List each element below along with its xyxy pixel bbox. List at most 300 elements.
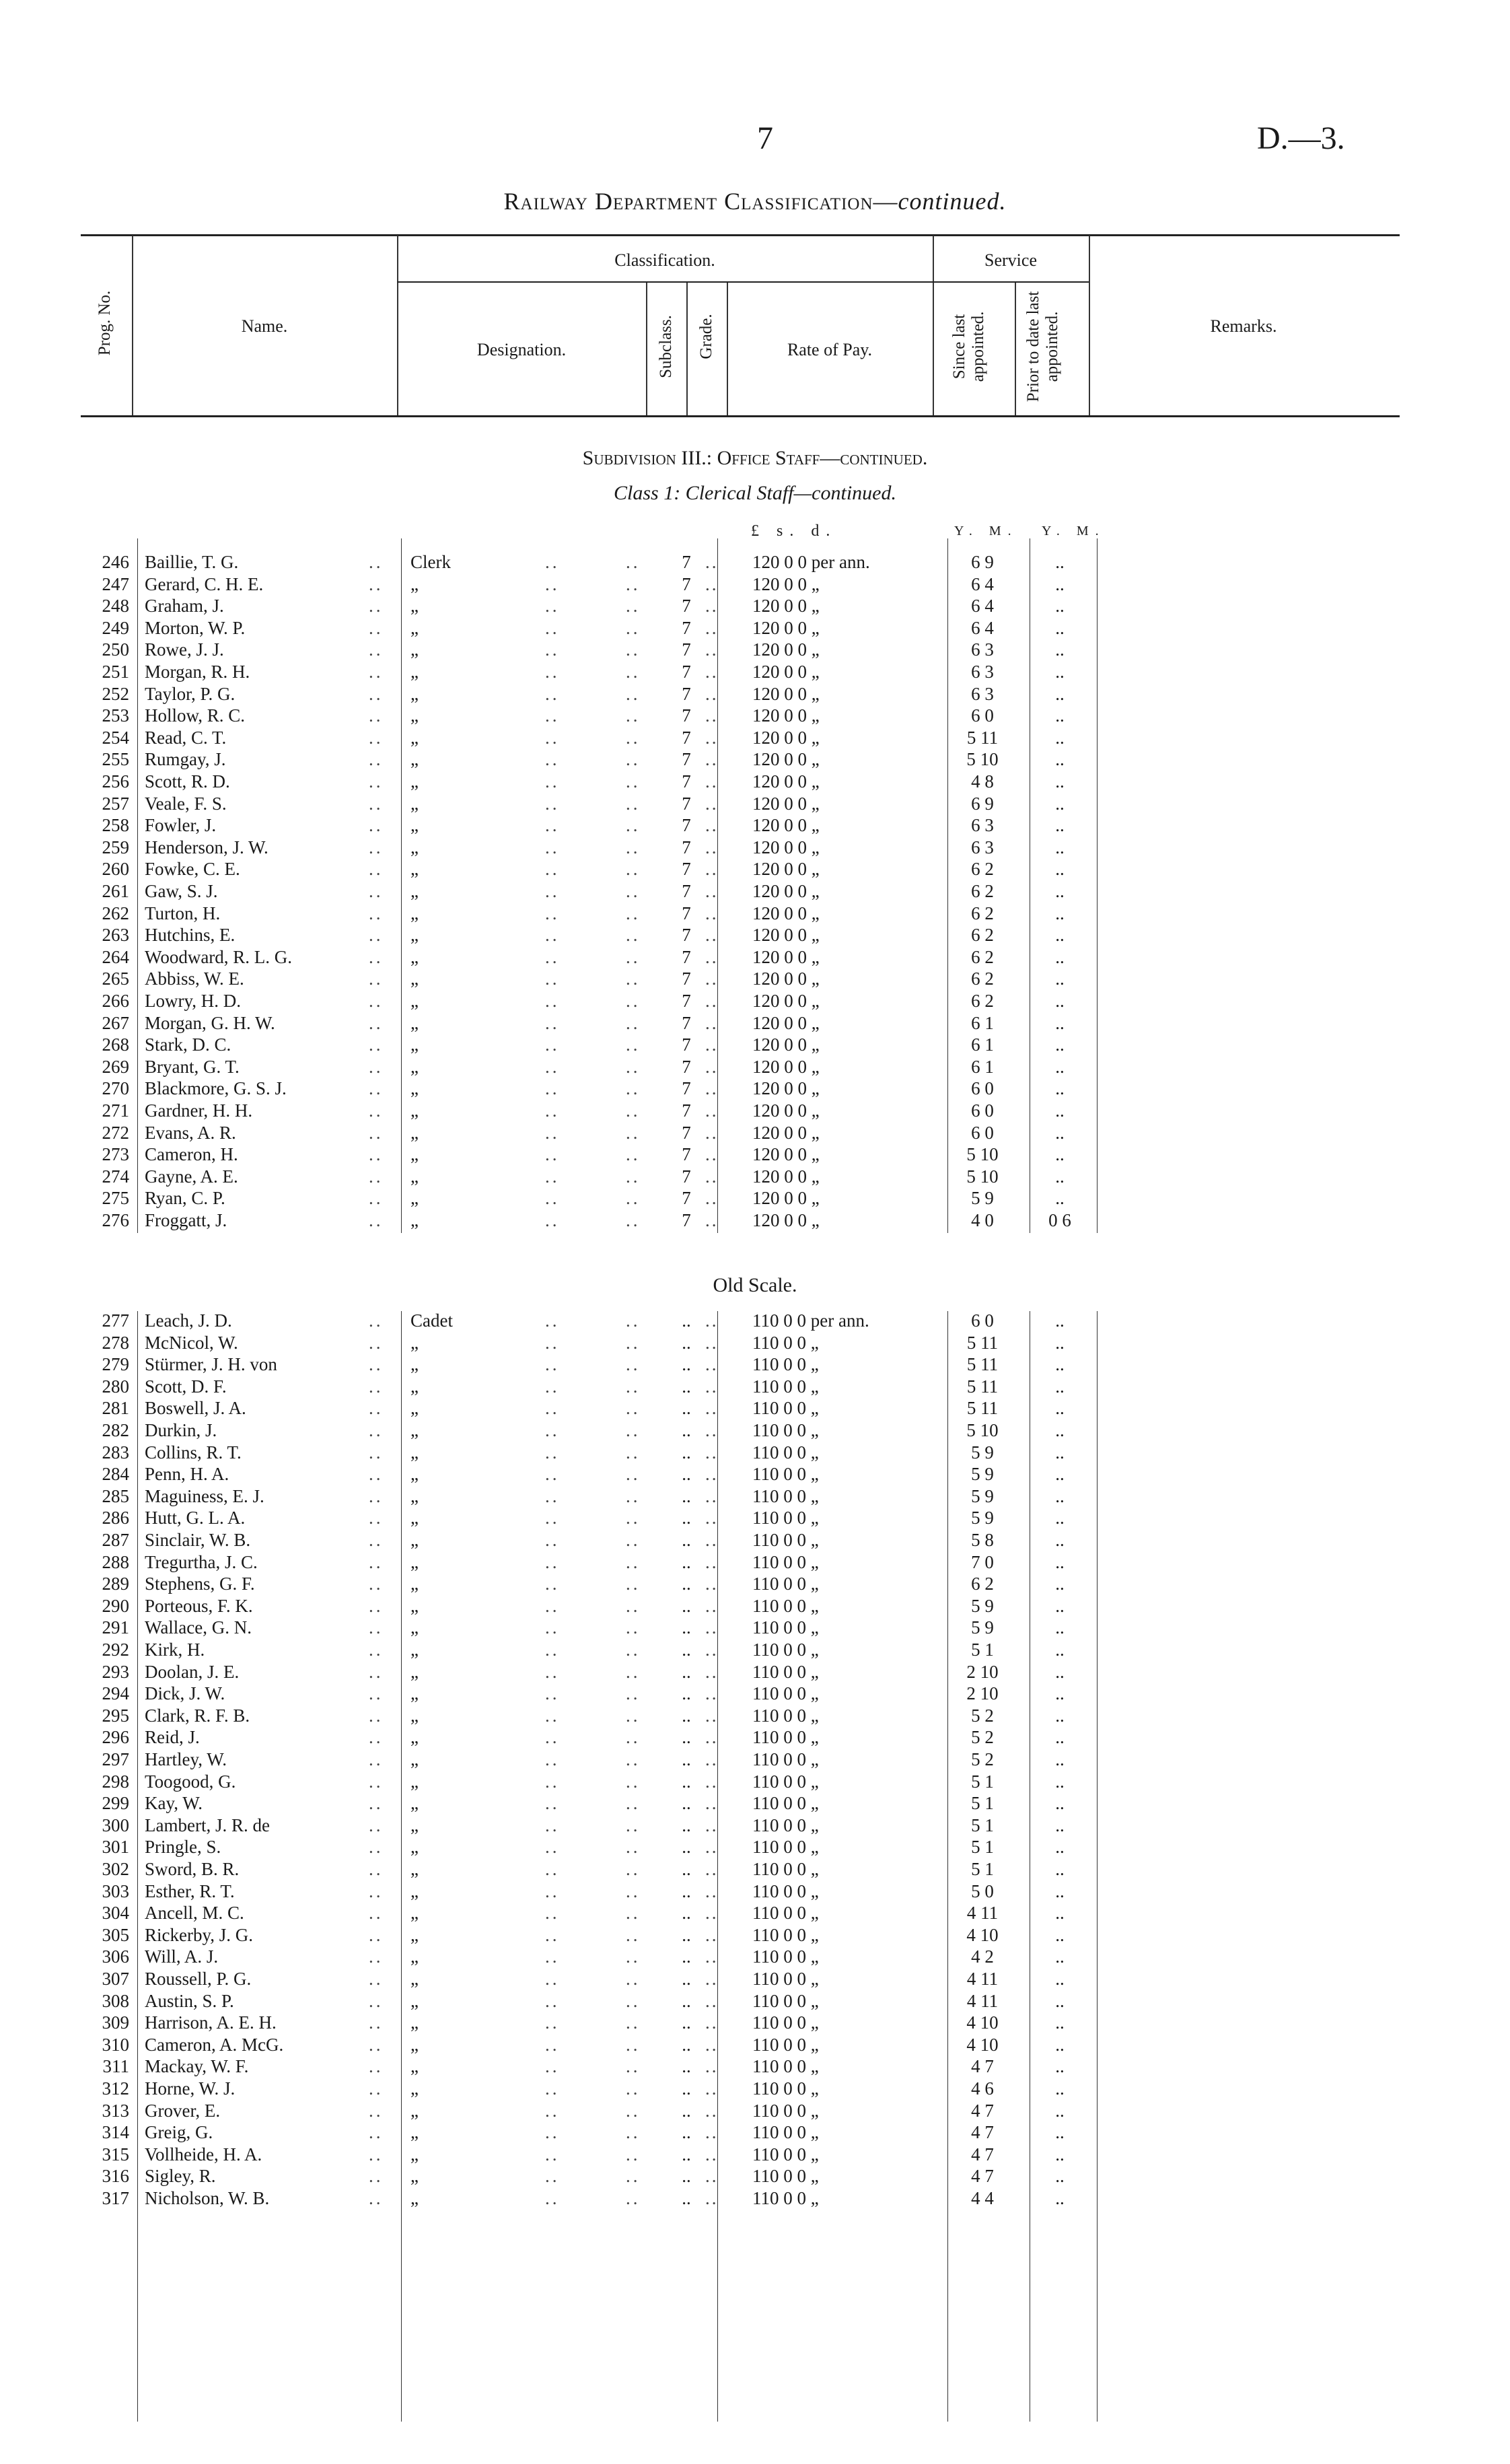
designation-cell: „ — [410, 1508, 419, 1528]
table-row — [0, 1858, 1510, 1880]
table-row — [0, 1507, 1510, 1528]
leader-dots: .. — [626, 1661, 641, 1682]
designation-cell: „ — [410, 969, 419, 989]
designation-cell: „ — [410, 859, 419, 880]
leader-dots: .. — [626, 1464, 641, 1485]
designation-cell: „ — [410, 1354, 419, 1375]
leader-dots: .. — [682, 1990, 691, 2011]
prog-no-cell: 306 — [102, 1946, 129, 1967]
leader-dots: .. — [626, 1078, 641, 1099]
name-cell: Austin, S. P. — [145, 1990, 234, 2011]
since-last-appointed-cell: 5 9 — [971, 1485, 994, 1506]
header-classification: Classification. — [614, 250, 715, 270]
leader-dots: .. — [682, 1354, 691, 1375]
header-grade: Grade. — [697, 314, 715, 359]
prior-to-date-cell: .. — [1055, 881, 1065, 901]
leader-dots: .. — [705, 1661, 719, 1682]
leader-dots: .. — [369, 2100, 384, 2121]
rate-of-pay-cell: 120 0 0 „ — [752, 1100, 820, 1121]
leader-dots: .. — [545, 727, 560, 748]
rate-of-pay-cell: 110 0 0 „ — [752, 1617, 819, 1638]
rate-of-pay-cell: 110 0 0 „ — [752, 1420, 819, 1440]
prog-no-cell: 286 — [102, 1508, 129, 1528]
table-row — [0, 1209, 1510, 1231]
leader-dots: .. — [682, 1837, 691, 1858]
designation-cell: „ — [410, 1210, 419, 1230]
name-cell: McNicol, W. — [145, 1332, 238, 1353]
leader-dots: .. — [682, 1420, 691, 1440]
since-last-appointed-cell: 5 9 — [971, 1188, 994, 1209]
leader-dots: .. — [369, 2056, 384, 2077]
leader-dots: .. — [682, 1727, 691, 1748]
table-row — [0, 1122, 1510, 1143]
prior-to-date-cell: .. — [1055, 2012, 1065, 2033]
leader-dots: .. — [705, 1166, 719, 1187]
prior-to-date-cell: .. — [1055, 596, 1065, 617]
rate-of-pay-cell: 110 0 0 „ — [752, 2100, 819, 2121]
designation-cell: „ — [410, 1705, 419, 1726]
designation-cell: „ — [410, 1100, 419, 1121]
rate-of-pay-cell: 120 0 0 „ — [752, 1056, 820, 1077]
rate-of-pay-cell: 120 0 0 „ — [752, 1078, 820, 1099]
prior-to-date-cell: .. — [1055, 1012, 1065, 1033]
leader-dots: .. — [626, 859, 641, 880]
designation-cell: „ — [410, 881, 419, 901]
since-last-appointed-cell: 6 3 — [971, 837, 994, 857]
leader-dots: .. — [705, 1771, 719, 1792]
name-cell: Sinclair, W. B. — [145, 1530, 251, 1550]
prior-to-date-cell: .. — [1055, 2188, 1065, 2208]
since-last-appointed-cell: 6 3 — [971, 662, 994, 682]
prog-no-cell: 310 — [102, 2034, 129, 2055]
leader-dots: .. — [682, 1551, 691, 1572]
leader-dots: .. — [545, 1144, 560, 1165]
table-row — [0, 1166, 1510, 1187]
designation-cell: „ — [410, 1166, 419, 1187]
since-last-appointed-cell: 6 0 — [971, 705, 994, 726]
leader-dots: .. — [705, 749, 719, 770]
prior-to-date-cell: .. — [1055, 1595, 1065, 1616]
prog-no-cell: 312 — [102, 2078, 129, 2099]
leader-dots: .. — [545, 837, 560, 857]
prior-to-date-cell: .. — [1055, 859, 1065, 880]
name-cell: Graham, J. — [145, 596, 224, 617]
leader-dots: .. — [369, 2188, 384, 2208]
leader-dots: .. — [369, 1100, 384, 1121]
leader-dots: .. — [626, 596, 641, 617]
since-last-appointed-cell: 5 9 — [971, 1442, 994, 1463]
prior-to-date-cell: .. — [1055, 1485, 1065, 1506]
prior-to-date-cell: .. — [1055, 1034, 1065, 1055]
leader-dots: .. — [705, 1574, 719, 1594]
leader-dots: .. — [626, 1705, 641, 1726]
leader-dots: .. — [369, 2166, 384, 2187]
leader-dots: .. — [626, 925, 641, 946]
name-cell: Collins, R. T. — [145, 1442, 242, 1463]
table-row — [0, 1902, 1510, 1924]
leader-dots: .. — [626, 2056, 641, 2077]
leader-dots: .. — [369, 1705, 384, 1726]
since-last-appointed-cell: 2 10 — [966, 1683, 999, 1704]
prog-no-cell: 259 — [102, 837, 129, 857]
leader-dots: .. — [682, 1442, 691, 1463]
prog-no-cell: 311 — [102, 2056, 129, 2077]
name-cell: Morgan, G. H. W. — [145, 1012, 275, 1033]
table-row — [0, 1012, 1510, 1034]
leader-dots: .. — [626, 1100, 641, 1121]
leader-dots: .. — [705, 683, 719, 704]
prior-to-date-cell: .. — [1055, 1574, 1065, 1594]
prior-to-date-cell: .. — [1055, 1551, 1065, 1572]
prog-no-cell: 265 — [102, 969, 129, 989]
leader-dots: .. — [682, 1398, 691, 1419]
leader-dots: .. — [369, 859, 384, 880]
since-last-appointed-cell: 4 7 — [971, 2056, 994, 2077]
leader-dots: .. — [626, 617, 641, 638]
class-title: Class 1: Clerical Staff—continued. — [614, 482, 896, 504]
leader-dots: .. — [545, 1210, 560, 1230]
leader-dots: .. — [369, 573, 384, 594]
header-top-rule — [81, 234, 1400, 236]
leader-dots: .. — [369, 1815, 384, 1835]
prior-to-date-cell: .. — [1055, 837, 1065, 857]
prog-no-cell: 254 — [102, 727, 129, 748]
leader-dots: .. — [626, 705, 641, 726]
leader-dots: .. — [545, 2056, 560, 2077]
leader-dots: .. — [626, 1508, 641, 1528]
rate-of-pay-cell: 110 0 0 „ — [752, 1946, 819, 1967]
name-cell: Ancell, M. C. — [145, 1903, 244, 1924]
designation-cell: „ — [410, 662, 419, 682]
leader-dots: .. — [705, 1034, 719, 1055]
leader-dots: .. — [682, 2144, 691, 2164]
leader-dots: .. — [545, 2188, 560, 2208]
leader-dots: .. — [545, 991, 560, 1011]
prior-to-date-cell: .. — [1055, 1122, 1065, 1143]
title-main: Railway Department Classification— — [503, 188, 898, 215]
leader-dots: .. — [705, 1485, 719, 1506]
prior-to-date-cell: .. — [1055, 1188, 1065, 1209]
since-last-appointed-cell: 5 8 — [971, 1530, 994, 1550]
leader-dots: .. — [626, 1310, 641, 1331]
rate-of-pay-cell: 120 0 0 per ann. — [752, 552, 870, 572]
name-cell: Veale, F. S. — [145, 793, 227, 814]
prog-no-cell: 260 — [102, 859, 129, 880]
table-row — [0, 880, 1510, 902]
table-row — [0, 858, 1510, 880]
leader-dots: .. — [682, 1640, 691, 1660]
name-cell: Nicholson, W. B. — [145, 2188, 270, 2208]
leader-dots: .. — [545, 1332, 560, 1353]
subclass-cell: 7 — [682, 1144, 691, 1165]
rate-of-pay-cell: 120 0 0 „ — [752, 617, 820, 638]
leader-dots: .. — [369, 991, 384, 1011]
leader-dots: .. — [369, 1574, 384, 1594]
prior-to-date-cell: .. — [1055, 1166, 1065, 1187]
prog-no-cell: 300 — [102, 1815, 129, 1835]
leader-dots: .. — [682, 1508, 691, 1528]
name-cell: Lowry, H. D. — [145, 991, 241, 1011]
leader-dots: .. — [705, 1188, 719, 1209]
since-last-appointed-cell: 5 10 — [966, 1420, 999, 1440]
prog-no-cell: 268 — [102, 1034, 129, 1055]
leader-dots: .. — [545, 1640, 560, 1660]
leader-dots: .. — [705, 1354, 719, 1375]
subdivision-title: Subdivision III.: Office Staff—continued. — [582, 447, 928, 469]
name-cell: Sigley, R. — [145, 2166, 216, 2187]
since-last-appointed-cell: 4 7 — [971, 2100, 994, 2121]
leader-dots: .. — [626, 946, 641, 967]
prog-no-cell: 289 — [102, 1574, 129, 1594]
since-last-appointed-cell: 5 1 — [971, 1815, 994, 1835]
subclass-cell: 7 — [682, 639, 691, 660]
leader-dots: .. — [705, 1903, 719, 1924]
leader-dots: .. — [626, 1420, 641, 1440]
leader-dots: .. — [626, 1924, 641, 1945]
leader-dots: .. — [369, 2144, 384, 2164]
prog-no-cell: 253 — [102, 705, 129, 726]
leader-dots: .. — [545, 1376, 560, 1397]
rate-of-pay-cell: 110 0 0 „ — [752, 1969, 819, 1989]
prog-no-cell: 275 — [102, 1188, 129, 1209]
name-cell: Gerard, C. H. E. — [145, 573, 264, 594]
since-last-appointed-cell: 7 0 — [971, 1551, 994, 1572]
since-last-appointed-cell: 5 10 — [966, 1144, 999, 1165]
leader-dots: .. — [705, 925, 719, 946]
leader-dots: .. — [545, 1969, 560, 1989]
since-last-appointed-cell: 5 2 — [971, 1727, 994, 1748]
since-last-appointed-cell: 5 10 — [966, 749, 999, 770]
since-last-appointed-cell: 6 9 — [971, 552, 994, 572]
designation-cell: „ — [410, 727, 419, 748]
subclass-cell: 7 — [682, 1056, 691, 1077]
name-cell: Turton, H. — [145, 903, 221, 923]
leader-dots: .. — [626, 1683, 641, 1704]
table-row — [0, 1485, 1510, 1507]
leader-dots: .. — [626, 1990, 641, 2011]
leader-dots: .. — [369, 2012, 384, 2033]
table-row — [0, 1100, 1510, 1121]
prior-to-date-cell: .. — [1055, 1464, 1065, 1485]
prior-to-date-cell: .. — [1055, 1332, 1065, 1353]
header-subclass: Subclass. — [657, 315, 675, 378]
rate-of-pay-cell: 120 0 0 „ — [752, 837, 820, 857]
prior-to-date-cell: .. — [1055, 771, 1065, 791]
prog-no-cell: 315 — [102, 2144, 129, 2164]
name-cell: Gardner, H. H. — [145, 1100, 253, 1121]
name-cell: Kirk, H. — [145, 1640, 205, 1660]
name-cell: Grover, E. — [145, 2100, 221, 2121]
leader-dots: .. — [626, 2188, 641, 2208]
leader-dots: .. — [626, 1749, 641, 1769]
name-cell: Hutchins, E. — [145, 925, 236, 946]
name-cell: Henderson, J. W. — [145, 837, 268, 857]
header-bottom-rule — [81, 415, 1400, 417]
leader-dots: .. — [705, 1837, 719, 1858]
leader-dots: .. — [369, 1880, 384, 1901]
name-cell: Lambert, J. R. de — [145, 1815, 270, 1835]
leader-dots: .. — [369, 1166, 384, 1187]
designation-cell: „ — [410, 2166, 419, 2187]
leader-dots: .. — [545, 1837, 560, 1858]
table-row — [0, 1143, 1510, 1165]
since-last-appointed-cell: 4 11 — [966, 1903, 999, 1924]
designation-cell: „ — [410, 1078, 419, 1099]
prior-to-date-cell: .. — [1055, 1946, 1065, 1967]
rate-of-pay-cell: 110 0 0 „ — [752, 1574, 819, 1594]
table-row — [0, 1946, 1510, 1967]
prior-to-date-cell: .. — [1055, 925, 1065, 946]
leader-dots: .. — [545, 2012, 560, 2033]
leader-dots: .. — [626, 771, 641, 791]
since-last-appointed-cell: 5 2 — [971, 1705, 994, 1726]
header-name: Name. — [241, 316, 288, 336]
rate-of-pay-cell: 110 0 0 „ — [752, 1485, 819, 1506]
name-cell: Greig, G. — [145, 2122, 213, 2143]
designation-cell: „ — [410, 1661, 419, 1682]
old-scale-label: Old Scale. — [713, 1274, 797, 1296]
leader-dots: .. — [369, 1034, 384, 1055]
since-last-appointed-cell: 5 1 — [971, 1859, 994, 1879]
prior-to-date-cell: .. — [1055, 727, 1065, 748]
name-cell: Bryant, G. T. — [145, 1056, 240, 1077]
designation-cell: Cadet — [410, 1310, 453, 1331]
leader-dots: .. — [545, 1705, 560, 1726]
leader-dots: .. — [545, 1727, 560, 1748]
prior-to-date-cell: .. — [1055, 1749, 1065, 1769]
leader-dots: .. — [626, 683, 641, 704]
leader-dots: .. — [705, 617, 719, 638]
since-last-appointed-cell: 6 1 — [971, 1012, 994, 1033]
rate-of-pay-cell: 120 0 0 „ — [752, 771, 820, 791]
leader-dots: .. — [626, 1034, 641, 1055]
rate-of-pay-cell: 110 0 0 „ — [752, 1551, 819, 1572]
leader-dots: .. — [369, 1530, 384, 1550]
leader-dots: .. — [682, 1946, 691, 1967]
leader-dots: .. — [545, 1880, 560, 1901]
subclass-cell: 7 — [682, 1078, 691, 1099]
leader-dots: .. — [369, 1771, 384, 1792]
since-last-appointed-cell: 6 2 — [971, 969, 994, 989]
leader-dots: .. — [369, 1749, 384, 1769]
prog-no-cell: 269 — [102, 1056, 129, 1077]
leader-dots: .. — [705, 1122, 719, 1143]
rate-of-pay-cell: 110 0 0 „ — [752, 2078, 819, 2099]
leader-dots: .. — [545, 1793, 560, 1814]
rate-of-pay-cell: 110 0 0 „ — [752, 1398, 819, 1419]
leader-dots: .. — [545, 1551, 560, 1572]
since-last-appointed-cell: 6 9 — [971, 793, 994, 814]
leader-dots: .. — [705, 662, 719, 682]
prog-no-cell: 283 — [102, 1442, 129, 1463]
rate-of-pay-cell: 110 0 0 „ — [752, 1793, 819, 1814]
since-last-appointed-cell: 6 0 — [971, 1078, 994, 1099]
since-last-appointed-cell: 4 11 — [966, 1969, 999, 1989]
designation-cell: „ — [410, 1122, 419, 1143]
prior-to-date-cell: .. — [1055, 1793, 1065, 1814]
rate-of-pay-cell: 110 0 0 „ — [752, 1683, 819, 1704]
name-cell: Kay, W. — [145, 1793, 203, 1814]
prior-to-date-cell: .. — [1055, 662, 1065, 682]
header-service: Service — [984, 250, 1037, 270]
leader-dots: .. — [369, 2122, 384, 2143]
subclass-cell: 7 — [682, 946, 691, 967]
prog-no-cell: 278 — [102, 1332, 129, 1353]
designation-cell: „ — [410, 1012, 419, 1033]
designation-cell: „ — [410, 1144, 419, 1165]
table-row — [0, 2187, 1510, 2209]
name-cell: Will, A. J. — [145, 1946, 219, 1967]
table-row — [0, 2144, 1510, 2165]
since-last-appointed-cell: 4 11 — [966, 1990, 999, 2011]
rate-of-pay-cell: 120 0 0 „ — [752, 1210, 820, 1230]
prog-no-cell: 246 — [102, 552, 129, 572]
prog-no-cell: 256 — [102, 771, 129, 791]
leader-dots: .. — [369, 793, 384, 814]
leader-dots: .. — [545, 1056, 560, 1077]
leader-dots: .. — [369, 771, 384, 791]
leader-dots: .. — [545, 1508, 560, 1528]
designation-cell: „ — [410, 1683, 419, 1704]
rate-of-pay-cell: 110 0 0 „ — [752, 1837, 819, 1858]
leader-dots: .. — [626, 1969, 641, 1989]
name-cell: Blackmore, G. S. J. — [145, 1078, 287, 1099]
since-last-appointed-cell: 6 3 — [971, 683, 994, 704]
rate-of-pay-cell: 110 0 0 „ — [752, 1859, 819, 1879]
subclass-cell: 7 — [682, 596, 691, 617]
rate-of-pay-cell: 120 0 0 „ — [752, 793, 820, 814]
table-row — [0, 1617, 1510, 1638]
prior-to-date-cell: .. — [1055, 639, 1065, 660]
prior-to-date-cell: 0 6 — [1048, 1210, 1071, 1230]
leader-dots: .. — [545, 705, 560, 726]
designation-cell: „ — [410, 1727, 419, 1748]
leader-dots: .. — [705, 639, 719, 660]
name-cell: Reid, J. — [145, 1727, 200, 1748]
designation-cell: „ — [410, 1859, 419, 1879]
leader-dots: .. — [682, 1485, 691, 1506]
table-row — [0, 2034, 1510, 2055]
prog-no-cell: 290 — [102, 1595, 129, 1616]
rate-of-pay-cell: 110 0 0 „ — [752, 1990, 819, 2011]
prog-no-cell: 305 — [102, 1924, 129, 1945]
designation-cell: „ — [410, 2122, 419, 2143]
name-cell: Rowe, J. J. — [145, 639, 224, 660]
leader-dots: .. — [369, 1332, 384, 1353]
designation-cell: „ — [410, 1398, 419, 1419]
leader-dots: .. — [626, 991, 641, 1011]
leader-dots: .. — [705, 1727, 719, 1748]
leader-dots: .. — [545, 1924, 560, 1945]
leader-dots: .. — [705, 1815, 719, 1835]
table-row — [0, 1376, 1510, 1397]
prior-to-date-cell: .. — [1055, 946, 1065, 967]
prior-to-date-cell: .. — [1055, 1420, 1065, 1440]
leader-dots: .. — [705, 2166, 719, 2187]
rate-of-pay-cell: 120 0 0 „ — [752, 639, 820, 660]
designation-cell: „ — [410, 1188, 419, 1209]
prior-to-date-cell: .. — [1055, 1990, 1065, 2011]
prior-to-date-cell: .. — [1055, 969, 1065, 989]
leader-dots: .. — [705, 771, 719, 791]
leader-dots: .. — [626, 1332, 641, 1353]
name-cell: Sword, B. R. — [145, 1859, 240, 1879]
subclass-cell: 7 — [682, 925, 691, 946]
prog-no-cell: 263 — [102, 925, 129, 946]
table-row — [0, 1463, 1510, 1485]
rate-of-pay-cell: 120 0 0 „ — [752, 903, 820, 923]
table-row — [0, 837, 1510, 858]
